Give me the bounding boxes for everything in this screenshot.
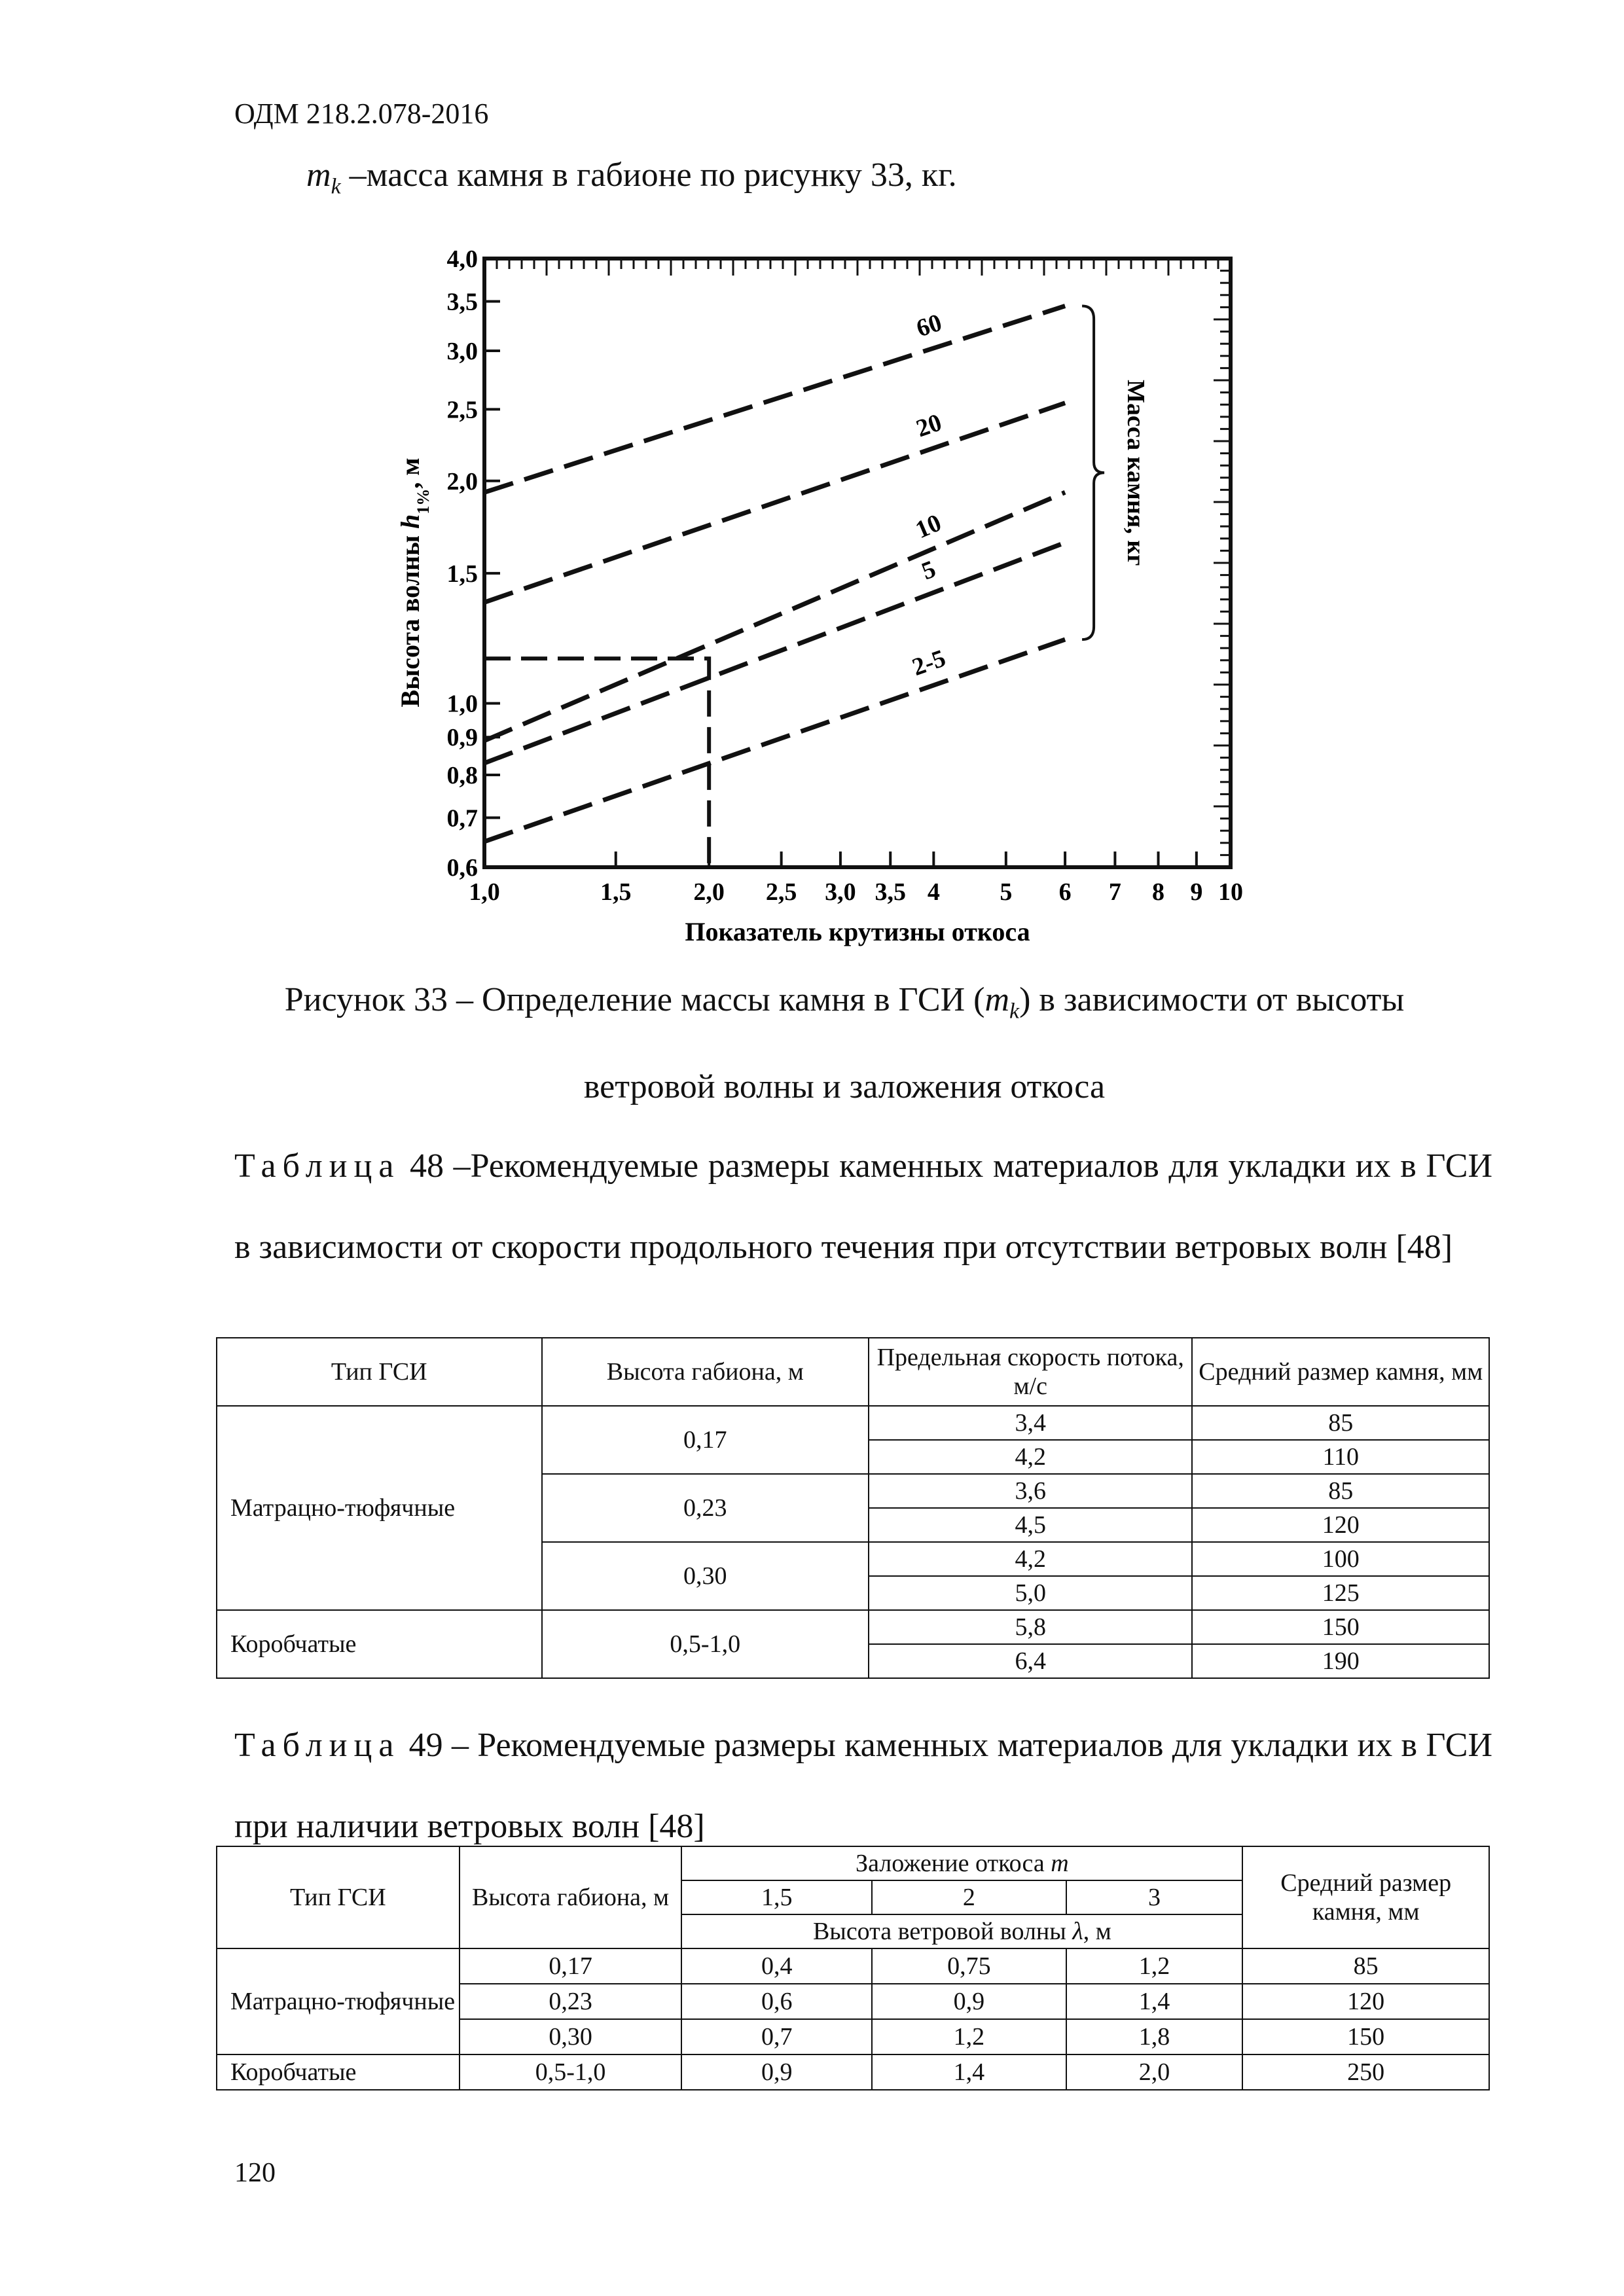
t49-height: 0,5-1,0 (460, 2054, 682, 2090)
series-label: 2-5 (909, 644, 949, 681)
t49-type-mattress: Матрацно-тюфячные (217, 1948, 460, 2054)
y-tick-label: 1,0 (446, 690, 478, 718)
mk-symbol: m (306, 156, 331, 194)
x-tick-label: 8 (1152, 878, 1165, 906)
y-tick-label: 3,5 (446, 288, 478, 316)
y-tick-label: 2,5 (446, 396, 478, 424)
y-tick-label: 1,5 (446, 560, 478, 588)
t48-type-box: Коробчатые (217, 1610, 542, 1678)
y-tick-label: 2,0 (446, 467, 478, 495)
y-tick-label: 0,7 (446, 804, 478, 833)
t49-slope-value: 3 (1066, 1880, 1243, 1914)
series-label: 20 (912, 408, 945, 443)
t48-size: 85 (1192, 1406, 1489, 1440)
series-line (484, 306, 1065, 493)
mk-subscript: k (331, 174, 341, 199)
t49-wave: 1,2 (872, 2019, 1066, 2054)
figure-caption-line1: Рисунок 33 – Определение массы камня в ГСИ $(m_k)$ в зависимости от высоты (284, 981, 1405, 1024)
t48-type-mattress: Матрацно-тюфячные (217, 1406, 542, 1610)
table-49-title: 49 – Рекомендуемые размеры каменных материалов для укладки их в ГСИ при наличии ветровых волн [48] (234, 1727, 1492, 1845)
t48-header-type: Тип ГСИ (217, 1338, 542, 1406)
t49-header-size: Средний размер камня, мм (1242, 1846, 1489, 1948)
page-number: 120 (234, 2158, 276, 2188)
t49-wave: 1,4 (1066, 1984, 1243, 2019)
t49-wave: 0,9 (681, 2054, 872, 2090)
t48-size: 85 (1192, 1474, 1489, 1508)
t48-size: 100 (1192, 1542, 1489, 1576)
mass-brace (1082, 306, 1104, 640)
series-line (484, 403, 1065, 603)
t49-slope-value: 2 (872, 1880, 1066, 1914)
series-label: 60 (912, 308, 945, 343)
table-49-label: Таблица (234, 1727, 401, 1764)
t49-wave: 0,75 (872, 1948, 1066, 1984)
t49-slope-value: 1,5 (681, 1880, 872, 1914)
t49-header-wave: Высота ветровой волны λ, м (681, 1914, 1242, 1948)
y-axis-label: Высота волны $h_{1\%}$, м (395, 457, 433, 708)
t48-header-size: Средний размер камня, мм (1192, 1338, 1489, 1406)
table-48-caption (234, 1126, 1492, 1288)
t49-wave: 2,0 (1066, 2054, 1243, 2090)
table-49-caption (234, 1705, 1492, 1867)
series-label: 5 (918, 555, 940, 586)
mk-definition (306, 156, 957, 199)
x-tick-label: 2,0 (693, 878, 725, 906)
t49-wave: 0,7 (681, 2019, 872, 2054)
t49-type-box: Коробчатые (217, 2054, 460, 2090)
x-tick-label: 9 (1190, 878, 1203, 906)
x-tick-label: 6 (1058, 878, 1072, 906)
t48-speed: 5,0 (869, 1576, 1193, 1610)
t49-size: 120 (1242, 1984, 1489, 2019)
t49-header-height: Высота габиона, м (460, 1846, 682, 1948)
t48-speed: 4,5 (869, 1508, 1193, 1542)
x-axis-label: Показатель крутизны откоса (685, 917, 1030, 946)
t48-height: 0,5-1,0 (542, 1610, 869, 1678)
t48-size: 150 (1192, 1610, 1489, 1644)
t49-height: 0,17 (460, 1948, 682, 1984)
t49-wave: 0,4 (681, 1948, 872, 1984)
y-tick-label: 3,0 (446, 338, 478, 366)
y-tick-label: 4,0 (446, 245, 478, 273)
t48-speed: 3,4 (869, 1406, 1193, 1440)
t48-height: 0,30 (542, 1542, 869, 1610)
figure-33-chart (367, 239, 1270, 972)
series-line (484, 639, 1065, 842)
table-48 (216, 1337, 1490, 1679)
t49-wave: 0,6 (681, 1984, 872, 2019)
series-label: 10 (911, 509, 946, 545)
t48-header-speed: Предельная скорость потока, м/с (869, 1338, 1193, 1406)
x-tick-label: 1,0 (469, 878, 500, 906)
series-line (484, 492, 1065, 740)
t48-speed: 5,8 (869, 1610, 1193, 1644)
table-48-label: Таблица (234, 1147, 401, 1185)
t48-height: 0,17 (542, 1406, 869, 1474)
t49-height: 0,23 (460, 1984, 682, 2019)
table-48-title: 48 –Рекомендуемые размеры каменных материалов для укладки их в ГСИ в зависимости от скорости продольного течения при отсутствии ветровых волн [48] (234, 1147, 1492, 1266)
t49-wave: 1,2 (1066, 1948, 1243, 1984)
mk-text: –масса камня в габионе по рисунку 33, кг. (340, 156, 957, 194)
t48-size: 110 (1192, 1440, 1489, 1474)
t49-size: 250 (1242, 2054, 1489, 2090)
table-49 (216, 1846, 1490, 2090)
t49-height: 0,30 (460, 2019, 682, 2054)
series-line (484, 543, 1065, 763)
t48-speed: 3,6 (869, 1474, 1193, 1508)
t48-speed: 4,2 (869, 1542, 1193, 1576)
t49-wave: 0,9 (872, 1984, 1066, 2019)
t48-header-height: Высота габиона, м (542, 1338, 869, 1406)
t48-size: 120 (1192, 1508, 1489, 1542)
x-tick-label: 3,0 (825, 878, 856, 906)
example-guide-line (484, 658, 709, 867)
x-tick-label: 10 (1218, 878, 1243, 906)
t49-size: 85 (1242, 1948, 1489, 1984)
t49-wave: 1,8 (1066, 2019, 1243, 2054)
plot-frame (484, 259, 1231, 867)
t48-size: 125 (1192, 1576, 1489, 1610)
figure-caption (196, 962, 1492, 1125)
t49-size: 150 (1242, 2019, 1489, 2054)
t49-header-slope: Заложение откоса m (681, 1846, 1242, 1880)
document-code: ОДМ 218.2.078-2016 (234, 98, 489, 130)
y-tick-label: 0,9 (446, 724, 478, 752)
t48-size: 190 (1192, 1644, 1489, 1678)
x-tick-label: 1,5 (600, 878, 632, 906)
x-tick-label: 7 (1108, 878, 1121, 906)
figure-caption-line2: ветровой волны и заложения откоса (583, 1068, 1106, 1106)
y-tick-label: 0,8 (446, 761, 478, 789)
t48-height: 0,23 (542, 1474, 869, 1542)
t48-speed: 4,2 (869, 1440, 1193, 1474)
t49-header-type: Тип ГСИ (217, 1846, 460, 1948)
y-tick-label: 0,6 (446, 854, 478, 882)
t48-speed: 6,4 (869, 1644, 1193, 1678)
x-tick-label: 5 (1000, 878, 1013, 906)
x-tick-label: 3,5 (875, 878, 906, 906)
t49-wave: 1,4 (872, 2054, 1066, 2090)
right-axis-label: Масса камня, кг (1122, 380, 1150, 566)
x-tick-label: 4 (927, 878, 940, 906)
x-tick-label: 2,5 (765, 878, 797, 906)
